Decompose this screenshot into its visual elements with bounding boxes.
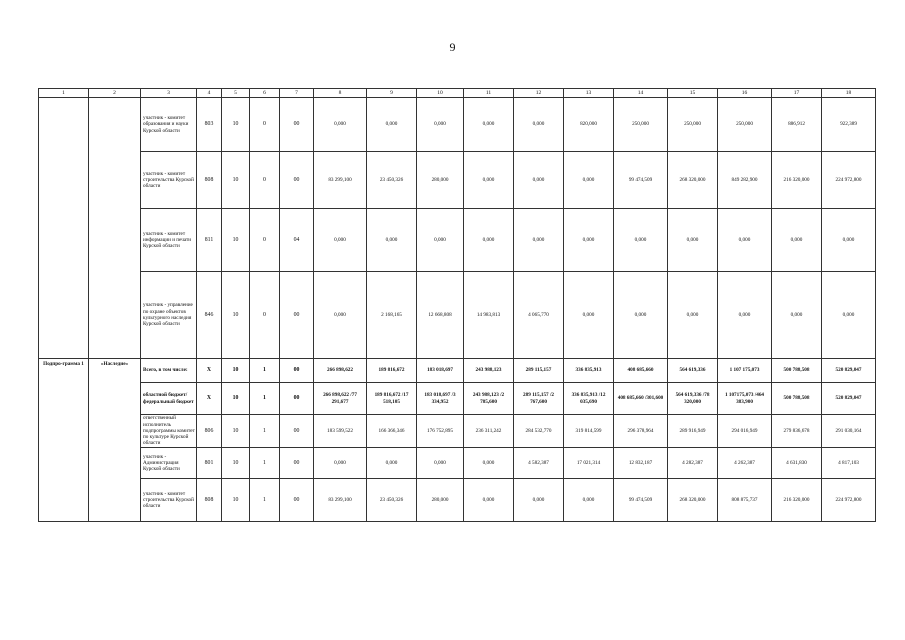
value-cell: 289 916,949: [668, 415, 718, 448]
code-cell-c7: 00: [280, 98, 314, 152]
value-cell: 166 366,346: [367, 415, 417, 448]
value-cell: 564 619,336: [668, 359, 718, 383]
value-cell: 0,000: [822, 209, 876, 272]
value-cell: 294 016,949: [718, 415, 772, 448]
subprogram-cell: Подпро-грамма 1: [39, 359, 89, 522]
column-header: 16: [718, 89, 772, 98]
column-header: 13: [564, 89, 614, 98]
value-cell: 4 631,830: [772, 448, 822, 479]
value-cell: 0,000: [417, 98, 464, 152]
table-row: [39, 359, 876, 383]
value-cell: 0,000: [718, 272, 772, 359]
column-header: 17: [772, 89, 822, 98]
value-cell: 0,000: [417, 448, 464, 479]
row-description: областной бюджет/ федеральный бюджет: [141, 383, 197, 415]
value-cell: 0,000: [314, 209, 367, 272]
row-description: участник - комитет информации и печати Курской области: [141, 209, 197, 272]
code-cell-c7: 00: [280, 272, 314, 359]
code-cell-c5: 10: [222, 383, 250, 415]
value-cell: 268 320,000: [668, 152, 718, 209]
table-row: [39, 98, 876, 152]
code-cell-c7: 00: [280, 448, 314, 479]
value-cell: 0,000: [614, 209, 668, 272]
value-cell: 0,000: [464, 152, 514, 209]
value-cell: 99 474,509: [614, 152, 668, 209]
code-cell-c4: 808: [197, 479, 222, 522]
value-cell: 176 752,895: [417, 415, 464, 448]
code-cell-c4: 808: [197, 152, 222, 209]
value-cell: 849 282,900: [718, 152, 772, 209]
row-description: участник - управление по охране объектов культурного наследия Курской области: [141, 272, 197, 359]
value-cell: 820,000: [564, 98, 614, 152]
value-cell: 0,000: [514, 98, 564, 152]
value-cell: 0,000: [464, 448, 514, 479]
value-cell: 279 836,678: [772, 415, 822, 448]
value-cell: 23 450,326: [367, 479, 417, 522]
code-cell-c5: 10: [222, 415, 250, 448]
value-cell: 0,000: [314, 272, 367, 359]
row-description: ответственный исполнитель подпрограммы комитет по культуре Курской области: [141, 415, 197, 448]
value-cell: 0,000: [668, 209, 718, 272]
code-cell-c7: 00: [280, 359, 314, 383]
code-cell-c4: 806: [197, 415, 222, 448]
value-cell: 0,000: [564, 209, 614, 272]
value-cell: 236 311,242: [464, 415, 514, 448]
value-cell: 0,000: [668, 272, 718, 359]
column-header: 4: [197, 89, 222, 98]
budget-table: [38, 88, 876, 522]
code-cell-c4: 846: [197, 272, 222, 359]
code-cell-c6: 0: [250, 152, 280, 209]
column-header: 2: [89, 89, 141, 98]
value-cell: 0,000: [718, 209, 772, 272]
code-cell-c6: 1: [250, 479, 280, 522]
value-cell: 23 450,326: [367, 152, 417, 209]
code-cell-c5: 10: [222, 448, 250, 479]
value-cell: 250,000: [614, 98, 668, 152]
value-cell: 500 788,508: [772, 359, 822, 383]
value-cell: 266 898,622 /77 291,677: [314, 383, 367, 415]
value-cell: 291 030,164: [822, 415, 876, 448]
value-cell: 83 299,100: [314, 479, 367, 522]
value-cell: 14 983,813: [464, 272, 514, 359]
value-cell: 886,912: [772, 98, 822, 152]
value-cell: 520 829,047: [822, 359, 876, 383]
code-cell-c7: 00: [280, 479, 314, 522]
row-description: участник - комитет строительства Курской области: [141, 479, 197, 522]
value-cell: 0,000: [314, 448, 367, 479]
value-cell: 183 018,697 /3 334,952: [417, 383, 464, 415]
value-cell: 520 829,047: [822, 383, 876, 415]
value-cell: 4 282,387: [668, 448, 718, 479]
value-cell: 0,000: [514, 209, 564, 272]
column-header: 15: [668, 89, 718, 98]
value-cell: 4 582,387: [514, 448, 564, 479]
code-cell-c4: 803: [197, 98, 222, 152]
column-header: 11: [464, 89, 514, 98]
value-cell: 99 474,509: [614, 479, 668, 522]
value-cell: 0,000: [464, 479, 514, 522]
code-cell-c6: 1: [250, 415, 280, 448]
value-cell: 280,000: [417, 152, 464, 209]
subprogram-cell: [39, 98, 89, 359]
value-cell: 1 107 175,073: [718, 359, 772, 383]
value-cell: 216 320,000: [772, 152, 822, 209]
value-cell: 0,000: [464, 209, 514, 272]
column-header: 3: [141, 89, 197, 98]
value-cell: 250,000: [718, 98, 772, 152]
row-description: участник - комитет образования и науки Курской области: [141, 98, 197, 152]
value-cell: 319 814,599: [564, 415, 614, 448]
code-cell-c5: 10: [222, 479, 250, 522]
value-cell: 0,000: [822, 272, 876, 359]
row-description: Всего, в том числе:: [141, 359, 197, 383]
value-cell: 280,000: [417, 479, 464, 522]
table-row: [39, 383, 876, 415]
value-cell: 0,000: [314, 98, 367, 152]
value-cell: 4 817,103: [822, 448, 876, 479]
header-row: [39, 89, 876, 98]
column-header: 5: [222, 89, 250, 98]
value-cell: 0,000: [564, 272, 614, 359]
code-cell-c5: 10: [222, 152, 250, 209]
value-cell: 408 685,660: [614, 359, 668, 383]
value-cell: 284 532,770: [514, 415, 564, 448]
code-cell-c7: 00: [280, 383, 314, 415]
value-cell: 83 299,100: [314, 152, 367, 209]
value-cell: 183 018,697: [417, 359, 464, 383]
value-cell: 289 115,157 /2 767,600: [514, 383, 564, 415]
column-header: 6: [250, 89, 280, 98]
code-cell-c5: 10: [222, 272, 250, 359]
code-cell-c6: 0: [250, 272, 280, 359]
code-cell-c7: 04: [280, 209, 314, 272]
table-row: [39, 152, 876, 209]
value-cell: 0,000: [772, 272, 822, 359]
value-cell: 0,000: [464, 98, 514, 152]
value-cell: 408 685,660 /301,600: [614, 383, 668, 415]
subprogram-name-cell: [89, 98, 141, 359]
row-description: участник - Администрация Курской области: [141, 448, 197, 479]
value-cell: 0,000: [614, 272, 668, 359]
value-cell: 224 972,800: [822, 152, 876, 209]
column-header: 9: [367, 89, 417, 98]
value-cell: 500 788,508: [772, 383, 822, 415]
column-header: 10: [417, 89, 464, 98]
column-header: 7: [280, 89, 314, 98]
value-cell: 0,000: [514, 152, 564, 209]
column-header: 14: [614, 89, 668, 98]
column-header: 8: [314, 89, 367, 98]
value-cell: 336 835,913 /12 035,690: [564, 383, 614, 415]
code-cell-c5: 10: [222, 98, 250, 152]
row-description: участник - комитет строительства Курской области: [141, 152, 197, 209]
value-cell: 922,389: [822, 98, 876, 152]
code-cell-c6: 0: [250, 98, 280, 152]
value-cell: 0,000: [367, 209, 417, 272]
value-cell: 564 619,336 /78 320,000: [668, 383, 718, 415]
code-cell-c7: 00: [280, 415, 314, 448]
subprogram-name-cell: «Наследие»: [89, 359, 141, 522]
column-header: 1: [39, 89, 89, 98]
value-cell: 243 988,123: [464, 359, 514, 383]
value-cell: 0,000: [772, 209, 822, 272]
value-cell: 0,000: [564, 479, 614, 522]
value-cell: 183 599,522: [314, 415, 367, 448]
value-cell: 0,000: [417, 209, 464, 272]
code-cell-c4: X: [197, 359, 222, 383]
table-row: [39, 209, 876, 272]
code-cell-c4: 801: [197, 448, 222, 479]
column-header: 12: [514, 89, 564, 98]
value-cell: 1 107175,073 /464 383,900: [718, 383, 772, 415]
code-cell-c5: 10: [222, 359, 250, 383]
value-cell: 12 668,808: [417, 272, 464, 359]
code-cell-c7: 00: [280, 152, 314, 209]
column-header: 18: [822, 89, 876, 98]
code-cell-c6: 1: [250, 383, 280, 415]
table-row: [39, 272, 876, 359]
value-cell: 0,000: [564, 152, 614, 209]
code-cell-c4: 811: [197, 209, 222, 272]
value-cell: 336 835,913: [564, 359, 614, 383]
page-number: 9: [449, 40, 456, 54]
value-cell: 0,000: [367, 98, 417, 152]
table-row: [39, 448, 876, 479]
code-cell-c5: 10: [222, 209, 250, 272]
code-cell-c6: 1: [250, 448, 280, 479]
value-cell: 250,000: [668, 98, 718, 152]
value-cell: 216 320,000: [772, 479, 822, 522]
value-cell: 4 065,770: [514, 272, 564, 359]
value-cell: 4 262,387: [718, 448, 772, 479]
value-cell: 243 988,123 /2 785,600: [464, 383, 514, 415]
value-cell: 224 972,800: [822, 479, 876, 522]
value-cell: 12 832,187: [614, 448, 668, 479]
code-cell-c6: 0: [250, 209, 280, 272]
value-cell: 189 816,672: [367, 359, 417, 383]
code-cell-c6: 1: [250, 359, 280, 383]
table-row: [39, 479, 876, 522]
value-cell: 189 816,672 /17 518,105: [367, 383, 417, 415]
value-cell: 289 115,157: [514, 359, 564, 383]
code-cell-c4: X: [197, 383, 222, 415]
table-row: [39, 415, 876, 448]
value-cell: 296 378,964: [614, 415, 668, 448]
value-cell: 0,000: [514, 479, 564, 522]
value-cell: 2 168,165: [367, 272, 417, 359]
value-cell: 17 021,314: [564, 448, 614, 479]
value-cell: 266 898,622: [314, 359, 367, 383]
value-cell: 268 320,000: [668, 479, 718, 522]
value-cell: 0,000: [367, 448, 417, 479]
value-cell: 808 875,737: [718, 479, 772, 522]
